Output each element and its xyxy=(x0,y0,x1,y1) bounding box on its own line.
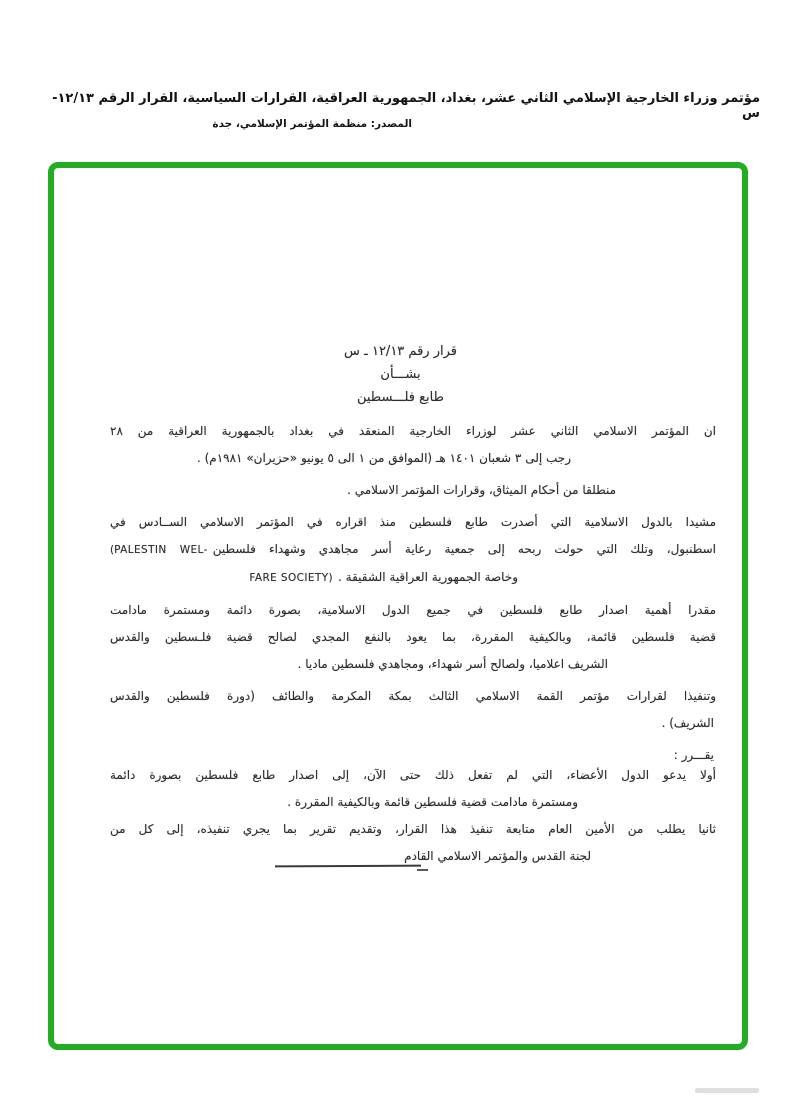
resolution-subject-word: بشـــأن xyxy=(380,367,421,382)
resolution-subject-title: طابع فلـــسطين xyxy=(356,390,444,405)
scan-artifact xyxy=(695,1088,759,1093)
document-line: رجب إلى ٣ شعبان ١٤٠١ هـ (الموافق من ١ الى ٥ يونيو «حزيران» ١٩٨١م) . xyxy=(196,451,571,465)
document-line: الشريف) . xyxy=(661,716,714,730)
document-line: وتنفيذا لقرارات مؤتمر القمة الاسلامي الثالث بمكة المكرمة والطائف (دورة فلسطين والقدس xyxy=(110,689,716,703)
document-line: أولا يدعو الدول الأعضاء، التي لم تفعل ذلك حتى الآن، إلى اصدار طابع فلسطين بصورة دائمة xyxy=(110,768,716,782)
document-line: ان المؤتمر الاسلامي الثاني عشر لوزراء الخارجية المنعقد في بغداد بالجمهورية العراقية من ٢٨ xyxy=(110,424,716,438)
header-citation-line: مؤتمر وزراء الخارجية الإسلامي الثاني عشر، بغداد، الجمهورية العراقية، القرارات السياسية، القرار الرقم ١٢/١٣- س xyxy=(52,91,760,121)
document-line: يقـــرر : xyxy=(673,748,714,762)
document-line: اسطنبول، وتلك التي حولت ربحه إلى جمعية رعاية أسر مجاهدي وشهداء فلسطين(PALESTIN WEL- xyxy=(110,542,716,556)
scanned-document xyxy=(110,340,716,870)
document-line: مقدرا أهمية اصدار طابع فلسطين في جميع الدول الاسلامية، بصورة دائمة ومستمرة مادامت xyxy=(110,603,716,617)
document-line: لجنة القدس والمؤتمر الاسلامي القادم xyxy=(404,849,591,863)
document-title-block xyxy=(110,340,691,409)
document-line: ثانيا يطلب من الأمين العام متابعة تنفيذ هذا القرار، وتقديم تقرير بما يجري تنفيذه، إلى كل من xyxy=(110,822,716,836)
latin-fragment: (PALESTIN WEL- xyxy=(110,544,208,556)
document-line: ومستمرة مادامت قضية فلسطين قائمة وبالكيفية المقررة . xyxy=(287,795,578,809)
document-line: وخاصة الجمهورية العراقية الشقيقة .FARE SOCIETY) xyxy=(249,570,518,584)
document-lines xyxy=(110,418,716,870)
latin-fragment: FARE SOCIETY) xyxy=(249,572,334,584)
document-line: الشريف اعلاميا، ولصالح أسر شهداء، ومجاهدي فلسطين ماديا . xyxy=(297,657,608,671)
document-line: منطلقا من أحكام الميثاق، وقرارات المؤتمر الاسلامي . xyxy=(347,483,616,497)
document-line: مشيدا بالدول الاسلامية التي أصدرت طابع فلسطين منذ اقراره في المؤتمر الاسلامي الســادس في xyxy=(110,515,716,529)
header-source-line: المصدر: منظمة المؤتمر الإسلامي، جدة xyxy=(212,118,412,130)
end-rule-tick xyxy=(417,869,428,871)
resolution-number-line: قرار رقم ١٢/١٣ ـ س xyxy=(344,344,457,359)
document-line: قضية فلسطين قائمة، وبالكيفية المقررة، بما يعود بالنفع المجدي لصالح قضية فلـسطين والقدس xyxy=(110,630,716,644)
